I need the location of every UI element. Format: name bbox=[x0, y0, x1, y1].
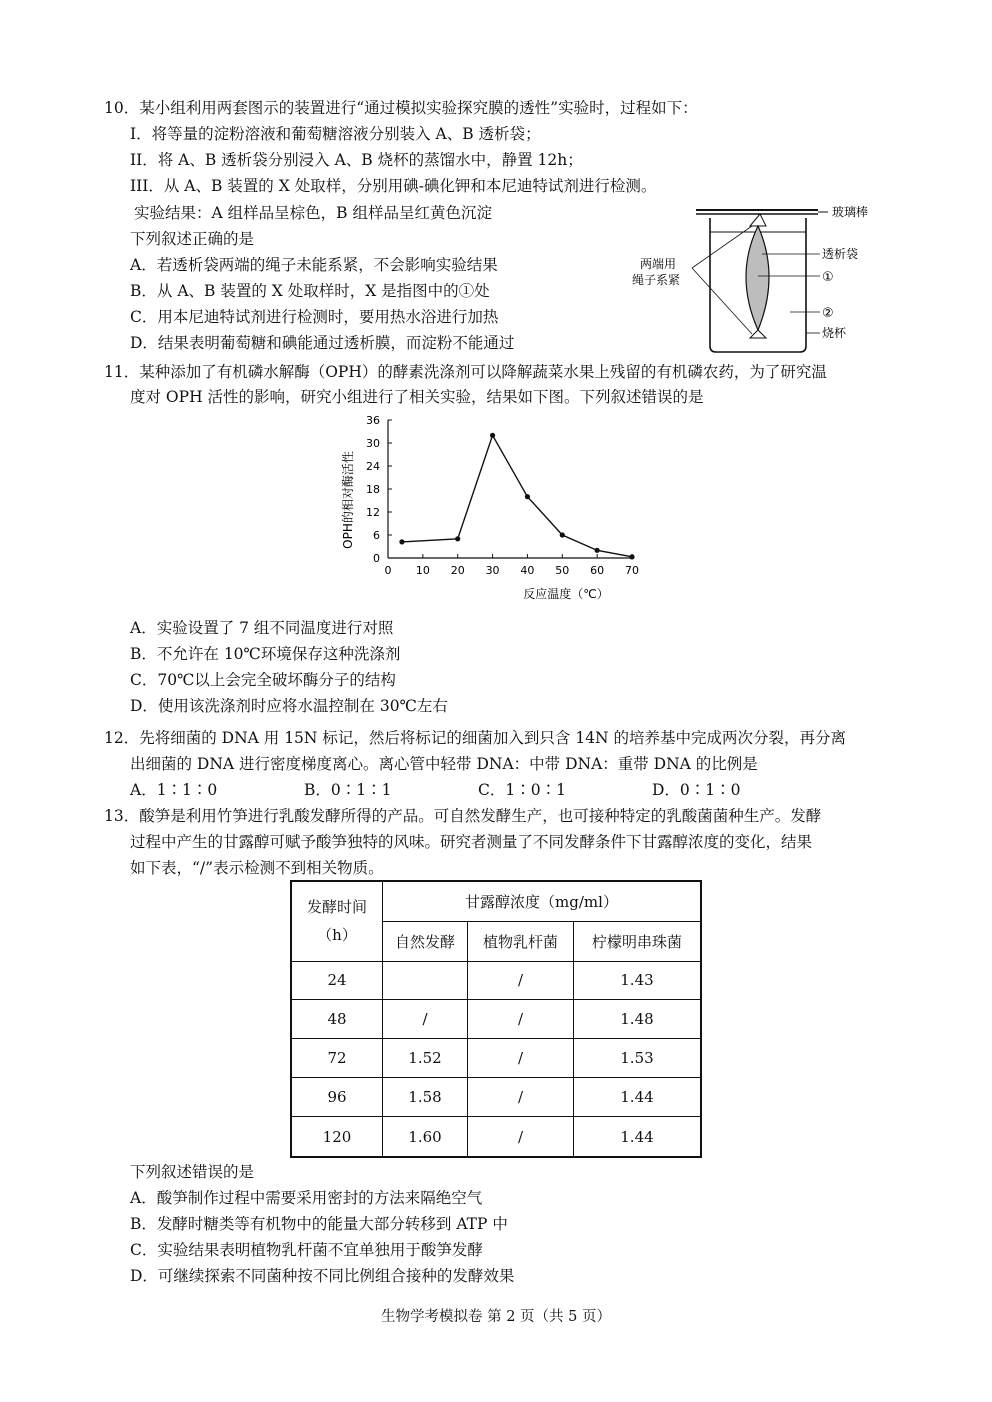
data-point bbox=[560, 532, 565, 537]
dialysis-apparatus-diagram bbox=[610, 196, 900, 356]
q13-option-b: B．发酵时糖类等有机物中的能量大部分转移到 ATP 中 bbox=[130, 1215, 508, 1233]
x-tick-label: 50 bbox=[555, 564, 570, 577]
page-footer: 生物学考模拟卷 第 2 页（共 5 页） bbox=[381, 1309, 611, 1325]
y-tick-label: 12 bbox=[366, 506, 380, 519]
table-header-group: 甘露醇浓度（mg/ml） bbox=[383, 881, 702, 921]
q11-option-a: A．实验设置了 7 组不同温度进行对照 bbox=[130, 619, 394, 637]
y-tick-label: 6 bbox=[373, 529, 380, 542]
table-subheader: 柠檬明串珠菌 bbox=[573, 921, 701, 961]
q10-option-b: B．从 A、B 装置的 X 处取样时，X 是指图中的①处 bbox=[130, 282, 490, 300]
data-point bbox=[595, 548, 600, 553]
y-tick-label: 18 bbox=[366, 483, 380, 496]
q12-option-d: D．0∶1∶0 bbox=[652, 781, 741, 799]
oph-activity-chart bbox=[330, 410, 660, 605]
q10-result: 实验结果：A 组样品呈棕色，B 组样品呈红黄色沉淀 bbox=[134, 204, 492, 222]
data-point bbox=[525, 494, 530, 499]
q10-step-2: II．将 A、B 透析袋分别浸入 A、B 烧杯的蒸馏水中，静置 12h； bbox=[130, 151, 583, 169]
q12-option-a: A．1∶1∶0 bbox=[130, 781, 218, 799]
q10-option-a: A．若透析袋两端的绳子未能系紧，不会影响实验结果 bbox=[130, 256, 498, 274]
q13-stem-3: 如下表，“/”表示检测不到相关物质。 bbox=[130, 859, 384, 877]
q11-option-d: D．使用该洗涤剂时应将水温控制在 30℃左右 bbox=[130, 697, 448, 715]
x-tick-label: 70 bbox=[625, 564, 639, 577]
q13-question: 下列叙述错误的是 bbox=[130, 1163, 255, 1181]
q13-stem-1: 13．酸笋是利用竹笋进行乳酸发酵所得的产品。可自然发酵生产，也可接种特定的乳酸菌菌种生产。发酵 bbox=[104, 807, 822, 825]
table-row: 96 1.58 / 1.44 bbox=[291, 1078, 701, 1117]
q12-option-c: C．1∶0∶1 bbox=[478, 781, 566, 799]
q13-stem-2: 过程中产生的甘露醇可赋予酸笋独特的风味。研究者测量了不同发酵条件下甘露醇浓度的变化，结果 bbox=[130, 833, 813, 851]
table-row: 24 / 1.43 bbox=[291, 961, 701, 1000]
label-dialysis-bag: 透析袋 bbox=[822, 247, 859, 261]
y-tick-label: 0 bbox=[373, 552, 380, 565]
q12-option-b: B．0∶1∶1 bbox=[304, 781, 392, 799]
q10-step-3: III．从 A、B 装置的 X 处取样，分别用碘-碘化钾和本尼迪特试剂进行检测。 bbox=[130, 177, 657, 195]
q10-question: 下列叙述正确的是 bbox=[130, 230, 255, 248]
data-point bbox=[629, 554, 634, 559]
q13-option-d: D．可继续探索不同菌种按不同比例组合接种的发酵效果 bbox=[130, 1267, 515, 1285]
label-beaker: 烧杯 bbox=[822, 326, 847, 340]
q10-step-1: I．将等量的淀粉溶液和葡萄糖溶液分别装入 A、B 透析袋； bbox=[130, 125, 541, 143]
x-tick-label: 10 bbox=[415, 564, 430, 577]
y-tick-label: 24 bbox=[366, 460, 380, 473]
q10-stem: 10．某小组利用两套图示的装置进行“通过模拟实验探究膜的透性”实验时，过程如下： bbox=[104, 99, 698, 117]
data-point bbox=[490, 433, 495, 438]
q10-option-d: D．结果表明葡萄糖和碘能通过透析膜，而淀粉不能通过 bbox=[130, 334, 515, 352]
table-subheader: 植物乳杆菌 bbox=[468, 921, 574, 961]
q12-stem-1: 12．先将细菌的 DNA 用 15N 标记，然后将标记的细菌加入到只含 14N 的培养基中完成两次分裂，再分离 bbox=[104, 729, 847, 747]
x-tick-label: 20 bbox=[450, 564, 465, 577]
x-tick-label: 60 bbox=[590, 564, 605, 577]
label-circle-1: ① bbox=[822, 270, 834, 285]
y-axis-label: OPH的相对酶活性 bbox=[341, 451, 355, 549]
y-tick-label: 36 bbox=[366, 414, 380, 427]
series-line bbox=[402, 435, 632, 557]
label-glass-rod: 玻璃棒 bbox=[832, 205, 869, 219]
x-axis-label: 反应温度（℃） bbox=[523, 587, 609, 601]
q12-stem-2: 出细菌的 DNA 进行密度梯度离心。离心管中轻带 DNA：中带 DNA：重带 DNA 的比例是 bbox=[130, 755, 758, 773]
q13-option-c: C．实验结果表明植物乳杆菌不宜单独用于酸笋发酵 bbox=[130, 1241, 483, 1259]
table-row: 120 1.60 / 1.44 bbox=[291, 1117, 701, 1157]
data-point bbox=[399, 539, 404, 544]
x-tick-label: 40 bbox=[520, 564, 535, 577]
q11-option-b: B．不允许在 10℃环境保存这种洗涤剂 bbox=[130, 645, 401, 663]
table-row: 48 / / 1.48 bbox=[291, 1000, 701, 1039]
y-tick-label: 30 bbox=[366, 437, 380, 450]
x-tick-label: 30 bbox=[485, 564, 500, 577]
q11-stem-1: 11．某种添加了有机磷水解酶（OPH）的酵素洗涤剂可以降解蔬菜水果上残留的有机磷农药，为了研究温 bbox=[104, 363, 827, 381]
table-subheader: 自然发酵 bbox=[383, 921, 468, 961]
q13-option-a: A．酸笋制作过程中需要采用密封的方法来隔绝空气 bbox=[130, 1189, 483, 1207]
q10-option-c: C．用本尼迪特试剂进行检测时，要用热水浴进行加热 bbox=[130, 308, 499, 326]
label-circle-2: ② bbox=[822, 306, 834, 321]
x-tick-label: 0 bbox=[384, 564, 392, 577]
mannitol-table bbox=[290, 880, 702, 1158]
q11-stem-2: 度对 OPH 活性的影响，研究小组进行了相关实验，结果如下图。下列叙述错误的是 bbox=[130, 388, 704, 406]
table-header-time: 发酵时间 （h） bbox=[291, 881, 383, 961]
data-point bbox=[455, 536, 460, 541]
table-row: 72 1.52 / 1.53 bbox=[291, 1039, 701, 1078]
label-rope-line-2: 绳子系紧 bbox=[632, 273, 681, 287]
label-rope-line-1: 两端用 bbox=[640, 257, 677, 271]
q11-option-c: C．70℃以上会完全破坏酶分子的结构 bbox=[130, 671, 396, 689]
